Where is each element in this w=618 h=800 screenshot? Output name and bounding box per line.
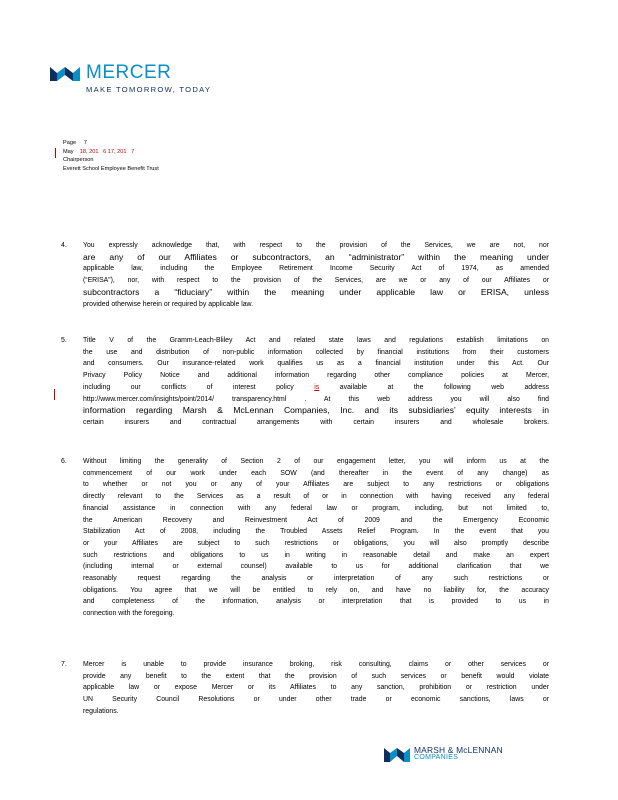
paragraph-line: financial assistance in connection with any federal law or program, including, but not limited to, — [83, 504, 549, 512]
paragraph-line: such restrictions and obligations to us in writing in reasonable detail and make an expert — [83, 551, 549, 559]
page-label: Page — [63, 140, 77, 146]
revised-word: is — [314, 383, 320, 391]
paragraph-line: the use and distribution of non-public information collected by financial institutions from their customers — [83, 348, 549, 356]
date-label: May — [63, 148, 74, 155]
paragraph-line: or your Affiliates are subject to such restrictions or obligations, you will also promptly describe — [83, 539, 549, 547]
paragraph-line: directly relevant to the Services as a result of or in connection with having received any federal — [83, 493, 549, 501]
paragraph-line: and completeness of the information, analysis or interpretation that is provided to us in — [83, 598, 549, 606]
paragraph-line: Privacy Policy Notice and additional information regarding other compliance policies at Mercer, — [83, 372, 549, 380]
date-new: 6 17, 201 — [103, 148, 127, 155]
paragraph-line-with-revision — [83, 382, 549, 394]
paragraph-line: Title V of the Gramm-Leach-Bliley Act and related state laws and regulations establish limitations on — [83, 337, 549, 344]
mercer-logo-icon — [50, 65, 80, 81]
paragraph-line: are any of our Affiliates or subcontractors, an “administrator” within the meaning under — [83, 251, 549, 262]
paragraph-number: 5. — [61, 337, 67, 344]
page-number: 7 — [83, 140, 87, 146]
paragraph-line: and consumers. Our insurance-related work qualifies us as a financial institution under this Act. Our — [83, 360, 549, 368]
policy-text: including our conflicts of interest policy — [83, 383, 294, 391]
date-line — [63, 148, 159, 157]
paragraph-line-with-url — [83, 394, 549, 406]
paragraph-line: UN Security Council Resolutions or under other trade or economic sanctions, laws or — [83, 696, 549, 704]
policy-url-cont[interactable]: transparency.html — [232, 395, 287, 403]
mmc-logo-icon — [384, 746, 410, 762]
paragraph-line: applicable law or expose Mercer or its Affiliates to any sanction, prohibition or restriction under — [83, 684, 549, 692]
brand-tagline: MAKE TOMORROW, TODAY — [86, 85, 212, 94]
paragraph-line: certain insurers and contractual arrangements with certain insurers and wholesale brokers. — [83, 418, 549, 426]
date-revision: 18, 201 — [79, 148, 99, 155]
paragraph-line: the American Recovery and Reinvestment Act of 2009 and the Emergency Economic — [83, 516, 549, 524]
change-bar — [55, 148, 56, 158]
paragraph-line: (including internal or external counsel) available to us for additional clarification that we — [83, 563, 549, 571]
policy-url[interactable]: http://www.mercer.com/insights/point/2014/ — [83, 395, 214, 403]
mercer-logo — [50, 63, 250, 103]
paragraph-number: 6. — [61, 458, 67, 465]
recipient-title: Chairperson — [63, 157, 94, 164]
paragraph-line: obligations. You agree that we will be entitled to rely on, and have no liability for, the accuracy — [83, 586, 549, 594]
change-bar — [54, 389, 55, 400]
brand-name: MERCER — [86, 62, 172, 83]
paragraph-line: Stabilization Act of 2008, including the Troubled Assets Relief Program. In the event that you — [83, 528, 549, 536]
paragraph-line: Mercer is unable to provide insurance broking, risk consulting, claims or other services or — [83, 661, 549, 668]
paragraph-line: (“ERISA”), nor, with respect to the provision of the Services, are we or any of our Affiliates or — [83, 277, 549, 285]
paragraph-line: provide any benefit to the extent that the provision of such services or benefit would violate — [83, 672, 549, 680]
page-line — [63, 139, 159, 148]
paragraph-line: commencement of our work under each SOW (and thereafter in the event of any change) as — [83, 469, 549, 477]
paragraph-number: 7. — [61, 661, 67, 668]
paragraph-line: information regarding Marsh & McLennan Companies, Inc. and its subsidiaries’ equity interests in — [83, 405, 549, 416]
mmc-companies: COMPANIES — [414, 754, 459, 761]
paragraph-line: connection with the foregoing. — [83, 610, 175, 618]
mmc-logo — [384, 745, 524, 767]
paragraph-line: You expressly acknowledge that, with respect to the provision of the Services, we are not, nor — [83, 242, 549, 249]
paragraph-line: Without limiting the generality of Section 2 of our engagement letter, you will inform us at the — [83, 458, 549, 465]
date-end: 7 — [131, 148, 135, 155]
mmc-name: MARSH & McLENNAN — [414, 745, 503, 755]
url-trailing-text: . At this web address you will also find — [304, 395, 549, 403]
recipient-org: Everett School Employee Benefit Trust — [63, 165, 159, 172]
page-info — [63, 139, 159, 173]
paragraph-line: subcontractors a “fiduciary” within the meaning under applicable law or ERISA, unless — [83, 286, 549, 297]
paragraph-number: 4. — [61, 242, 67, 249]
paragraph-line: regulations. — [83, 707, 119, 715]
paragraph-line: provided otherwise herein or required by applicable law. — [83, 300, 254, 308]
paragraph-line: applicable law, including the Employee Retirement Income Security Act of 1974, as amended — [83, 265, 549, 273]
policy-text-cont: available at the following web address — [339, 383, 549, 391]
paragraph-line: to whether or not you or any of your Affiliates are subject to any restrictions or obligations — [83, 481, 549, 489]
paragraph-line: reasonably request regarding the analysis or interpretation of any such restrictions or — [83, 575, 549, 583]
